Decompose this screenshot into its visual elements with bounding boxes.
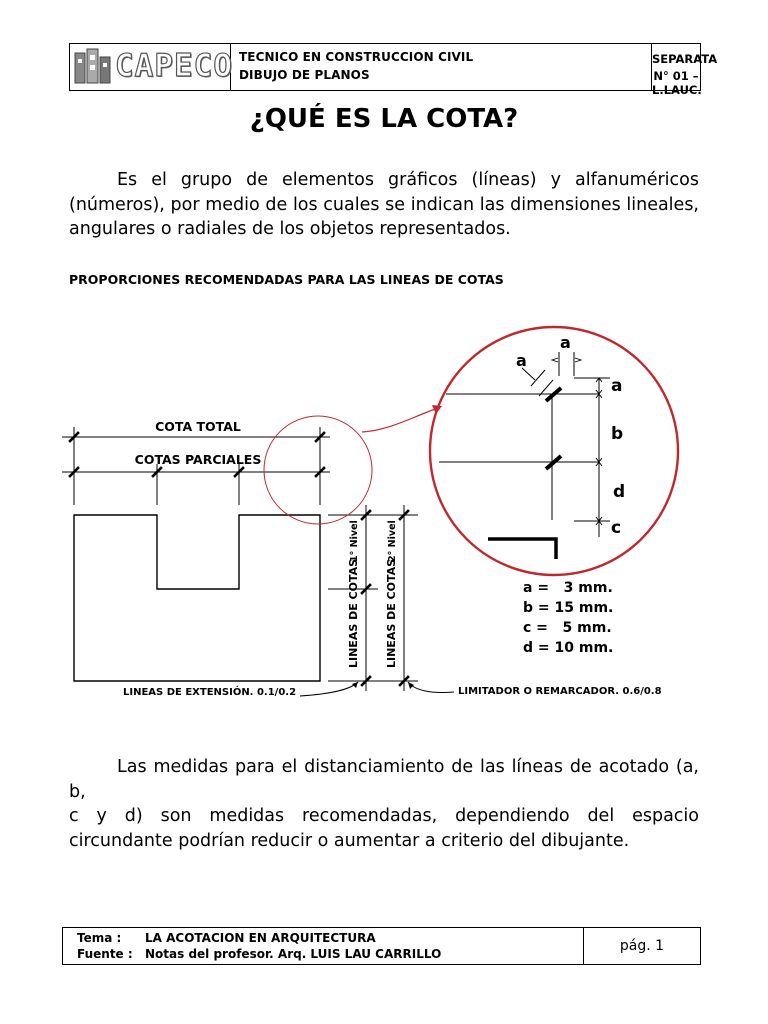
- measurement-b: b = 15 mm.: [523, 600, 614, 616]
- footer-table: [62, 927, 701, 965]
- detail-label-d: d: [613, 482, 626, 502]
- measurement-a: a = 3 mm.: [523, 580, 613, 596]
- detail-arrowheads: [552, 358, 602, 525]
- course-title: TECNICO EN CONSTRUCCION CIVIL: [239, 50, 474, 64]
- lineas-cotas-2-label: LINEAS DE COTAS: [385, 558, 398, 668]
- fuente-label: Fuente :: [77, 947, 133, 961]
- detail-label-a-top: a: [560, 333, 571, 352]
- footer-info-cell: [63, 928, 584, 964]
- course-subtitle: DIBUJO DE PLANOS: [239, 68, 370, 82]
- closing-paragraph: [69, 755, 699, 853]
- intro-line: Es el grupo de elementos gráficos (líneas) y alfanuméricos: [117, 170, 699, 190]
- separata-number: N° 01 – L.LAUC.: [652, 69, 702, 97]
- pointer-arrows: [300, 682, 454, 696]
- nivel-1-label: 1° Nivel: [349, 520, 360, 562]
- detail-ticks: [546, 388, 561, 469]
- nivel-2-label: 2° Nivel: [387, 520, 398, 562]
- tema-label: Tema :: [77, 931, 122, 945]
- page-title: ¿QUÉ ES LA COTA?: [249, 104, 519, 134]
- separata-label: SEPARATA: [652, 52, 718, 66]
- detail-label-a: a: [611, 376, 623, 396]
- detail-corner: [488, 539, 556, 559]
- intro-line: (números), por medio de los cuales se indican las dimensiones lineales,: [69, 194, 699, 215]
- detail-highlight-circle: [264, 416, 372, 524]
- section-subheading: PROPORCIONES RECOMENDADAS PARA LAS LINEAS DE COTAS: [69, 272, 504, 287]
- fuente-value: Notas del profesor. Arq. LUIS LAU CARRILLO: [145, 947, 442, 961]
- cotas-parciales-label: COTAS PARCIALES: [134, 452, 262, 467]
- page-number: pág. 1: [619, 938, 665, 954]
- tema-value: LA ACOTACION EN ARQUITECTURA: [145, 931, 376, 945]
- closing-line: Las medidas para el distanciamiento de las líneas de acotado (a, b,: [69, 757, 699, 802]
- measurements-list: [523, 578, 613, 658]
- detail-label-b: b: [611, 424, 624, 444]
- detail-arrow: [362, 408, 438, 432]
- detail-lines: [439, 352, 610, 537]
- lineas-extension-label: LINEAS DE EXTENSIÓN. 0.1/0.2: [123, 687, 297, 698]
- detail-label-c: c: [611, 518, 622, 538]
- cota-total-label: COTA TOTAL: [155, 419, 241, 434]
- closing-line: c y d) son medidas recomendadas, dependiendo del espacio: [69, 806, 699, 826]
- detail-label-a-diag: a: [516, 351, 527, 370]
- limitador-label: LIMITADOR O REMARCADOR. 0.6/0.8: [458, 686, 662, 697]
- measurement-c: c = 5 mm.: [523, 620, 612, 636]
- closing-line: circundante podrían reducir o aumentar a criterio del dibujante.: [69, 830, 630, 851]
- intro-line: angulares o radiales de los objetos representados.: [69, 219, 511, 239]
- logo-text: CAPECO: [115, 48, 233, 84]
- plan-outline: [74, 515, 320, 681]
- lineas-cotas-1-label: LINEAS DE COTAS: [347, 558, 360, 668]
- measurement-d: d = 10 mm.: [523, 640, 614, 656]
